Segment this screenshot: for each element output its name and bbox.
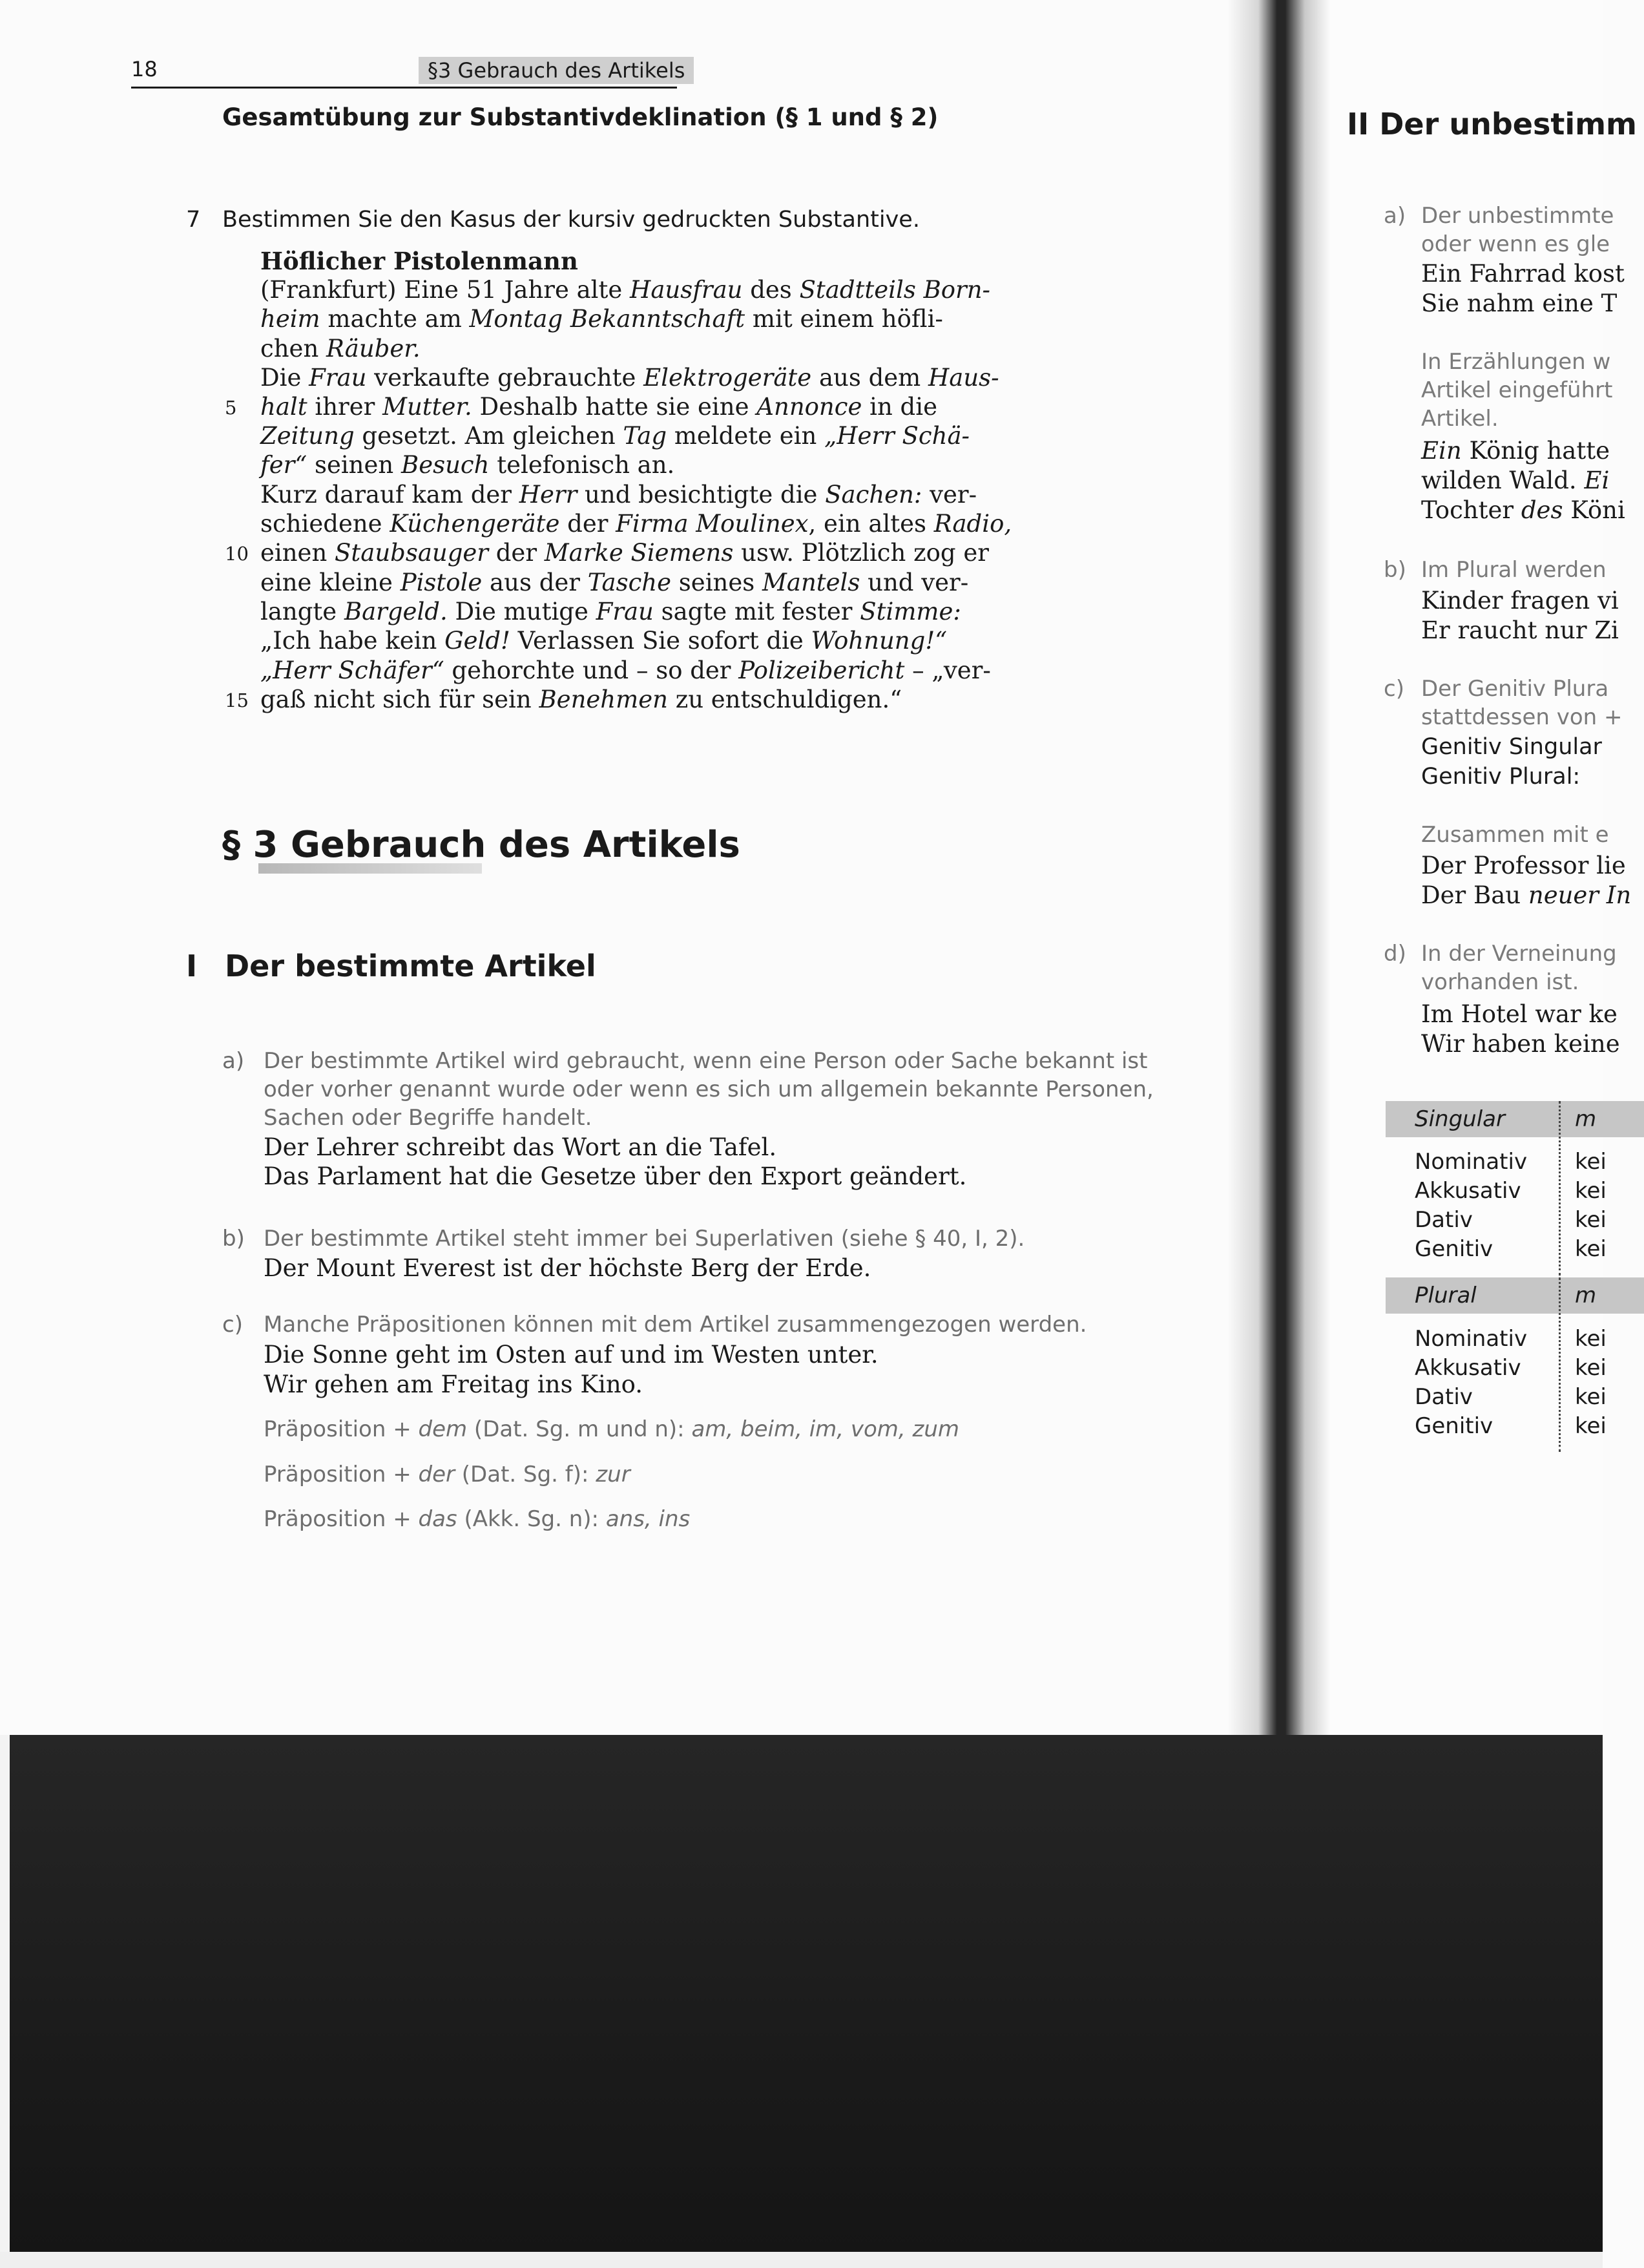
rule-text: Der Genitiv Plura bbox=[1421, 676, 1609, 702]
example-sentence: Wir gehen am Freitag ins Kino. bbox=[264, 1370, 643, 1398]
rule-text: Manche Präpositionen können mit dem Artikel zusammengezogen werden. bbox=[264, 1312, 1087, 1338]
story-line-7: fer“ seinen Besuch telefonisch an. bbox=[260, 451, 675, 479]
exercise-instruction: Bestimmen Sie den Kasus der kursiv gedruckten Substantive. bbox=[222, 207, 920, 233]
part-title: Der bestimmte Artikel bbox=[225, 949, 596, 983]
table-column-divider bbox=[1559, 1277, 1561, 1452]
running-title: §3 Gebrauch des Artikels bbox=[419, 57, 694, 84]
contraction-rule: Präposition + das (Akk. Sg. n): ans, ins bbox=[264, 1506, 691, 1532]
story-line-3: chen Räuber. bbox=[260, 335, 421, 362]
contraction-rule: Präposition + dem (Dat. Sg. m und n): am, beim, im, vom, zum bbox=[264, 1416, 960, 1442]
table-row-case: Nominativ bbox=[1415, 1326, 1528, 1352]
example-sentence: Kinder fragen vi bbox=[1421, 587, 1619, 614]
story-line-10: einen Staubsauger der Marke Siemens usw. Plötzlich zog er bbox=[260, 539, 989, 567]
example-sentence: Sie nahm eine T bbox=[1421, 289, 1618, 317]
table-row-form: kei bbox=[1575, 1236, 1607, 1262]
rule-text: In der Verneinung bbox=[1421, 941, 1617, 967]
table-column-divider bbox=[1559, 1101, 1561, 1276]
table-row-form: kei bbox=[1575, 1178, 1607, 1204]
rule-text: oder wenn es gle bbox=[1421, 231, 1610, 257]
rule-text: Zusammen mit e bbox=[1421, 822, 1609, 848]
rule-text: In Erzählungen w bbox=[1421, 349, 1611, 375]
exercise-heading: Gesamtübung zur Substantivdeklination (§ 1 und § 2) bbox=[222, 103, 939, 131]
scanner-bottom-strip bbox=[0, 2252, 1603, 2268]
rule-marker-d: d) bbox=[1384, 941, 1406, 967]
table-header-column: m bbox=[1575, 1106, 1597, 1132]
table-header-label: Singular bbox=[1415, 1106, 1505, 1132]
table-row-case: Genitiv bbox=[1415, 1413, 1493, 1439]
rule-marker-c: c) bbox=[1384, 676, 1404, 702]
rule-text: Artikel eingeführt bbox=[1421, 377, 1613, 403]
rule-marker-a: a) bbox=[1384, 203, 1406, 229]
line-number: 5 bbox=[225, 397, 237, 419]
example-sentence: Im Hotel war ke bbox=[1421, 1000, 1618, 1028]
table-row-case: Nominativ bbox=[1415, 1149, 1528, 1175]
rule-marker-b: b) bbox=[1384, 557, 1406, 583]
rule-marker-c: c) bbox=[222, 1312, 243, 1338]
story-line-14: „Herr Schäfer“ gehorchte und – so der Polizeibericht – „ver- bbox=[260, 656, 991, 684]
story-line-13: „Ich habe kein Geld! Verlassen Sie sofort die Wohnung!“ bbox=[260, 627, 948, 655]
story-line-12: langte Bargeld. Die mutige Frau sagte mit fester Stimme: bbox=[260, 598, 961, 625]
table-header-label: Plural bbox=[1415, 1283, 1477, 1308]
table-row-form: kei bbox=[1575, 1149, 1607, 1175]
table-row-form: kei bbox=[1575, 1326, 1607, 1352]
story-line-11: eine kleine Pistole aus der Tasche seines Mantels und ver- bbox=[260, 569, 969, 596]
table-row-case: Akkusativ bbox=[1415, 1178, 1521, 1204]
table-row-case: Dativ bbox=[1415, 1207, 1473, 1233]
exercise-number: 7 bbox=[186, 207, 201, 233]
example-sentence: Genitiv Singular bbox=[1421, 734, 1602, 760]
table-row-case: Akkusativ bbox=[1415, 1355, 1521, 1381]
table-row-form: kei bbox=[1575, 1207, 1607, 1233]
example-sentence: Ein Fahrrad kost bbox=[1421, 260, 1625, 288]
table-row-form: kei bbox=[1575, 1413, 1607, 1439]
line-number: 15 bbox=[225, 689, 249, 711]
table-row-case: Genitiv bbox=[1415, 1236, 1493, 1262]
story-line-9: schiedene Küchengeräte der Firma Moulinex, ein altes Radio, bbox=[260, 510, 1012, 538]
rule-text: oder vorher genannt wurde oder wenn es sich um allgemein bekannte Personen, bbox=[264, 1076, 1154, 1102]
example-sentence: Der Professor lie bbox=[1421, 852, 1626, 879]
table-header-column: m bbox=[1575, 1283, 1597, 1308]
example-sentence: wilden Wald. Ei bbox=[1421, 467, 1610, 494]
example-sentence: Der Bau neuer In bbox=[1421, 881, 1632, 909]
example-sentence: Ein König hatte bbox=[1421, 437, 1610, 465]
example-sentence: Der Lehrer schreibt das Wort an die Tafel. bbox=[264, 1133, 777, 1161]
story-title: Höflicher Pistolenmann bbox=[260, 247, 578, 275]
table-row-form: kei bbox=[1575, 1355, 1607, 1381]
page-number: 18 bbox=[131, 57, 158, 81]
story-line-1: (Frankfurt) Eine 51 Jahre alte Hausfrau des Stadtteils Born- bbox=[260, 276, 991, 304]
story-line-8: Kurz darauf kam der Herr und besichtigte die Sachen: ver- bbox=[260, 481, 977, 509]
rule-text: Der bestimmte Artikel wird gebraucht, wenn eine Person oder Sache bekannt ist bbox=[264, 1048, 1148, 1074]
rule-text: Artikel. bbox=[1421, 406, 1499, 432]
example-sentence: Das Parlament hat die Gesetze über den Export geändert. bbox=[264, 1162, 967, 1190]
story-line-4: Die Frau verkaufte gebrauchte Elektrogeräte aus dem Haus- bbox=[260, 364, 999, 392]
example-sentence: Er raucht nur Zi bbox=[1421, 616, 1619, 644]
rule-text: vorhanden ist. bbox=[1421, 969, 1579, 995]
table-row-form: kei bbox=[1575, 1384, 1607, 1410]
story-line-15: gaß nicht sich für sein Benehmen zu entschuldigen.“ bbox=[260, 686, 902, 713]
rule-text: Der bestimmte Artikel steht immer bei Superlativen (siehe § 40, I, 2). bbox=[264, 1226, 1025, 1252]
right-page-heading: II Der unbestimm bbox=[1347, 107, 1637, 142]
part-number: I bbox=[186, 949, 198, 983]
contraction-rule: Präposition + der (Dat. Sg. f): zur bbox=[264, 1462, 630, 1487]
example-sentence: Wir haben keine bbox=[1421, 1030, 1620, 1058]
rule-marker-b: b) bbox=[222, 1226, 245, 1252]
line-number: 10 bbox=[225, 543, 249, 565]
rule-text: stattdessen von + bbox=[1421, 704, 1623, 730]
table-row-case: Dativ bbox=[1415, 1384, 1473, 1410]
example-sentence: Genitiv Plural: bbox=[1421, 764, 1581, 790]
rule-marker-a: a) bbox=[222, 1048, 245, 1074]
rule-text: Im Plural werden bbox=[1421, 557, 1607, 583]
scanner-background bbox=[10, 1735, 1603, 2252]
story-line-6: Zeitung gesetzt. Am gleichen Tag meldete ein „Herr Schä- bbox=[260, 422, 970, 450]
scanner-edge bbox=[0, 1735, 10, 2268]
rule-text: Sachen oder Begriffe handelt. bbox=[264, 1105, 592, 1131]
example-sentence: Der Mount Everest ist der höchste Berg der Erde. bbox=[264, 1254, 871, 1282]
section-title: § 3 Gebrauch des Artikels bbox=[222, 824, 740, 866]
header-rule bbox=[131, 87, 677, 89]
story-line-5: halt ihrer Mutter. Deshalb hatte sie eine Annonce in die bbox=[260, 393, 937, 421]
story-line-2: heim machte am Montag Bekanntschaft mit einem höfli- bbox=[260, 305, 943, 333]
rule-text: Der unbestimmte bbox=[1421, 203, 1614, 229]
example-sentence: Die Sonne geht im Osten auf und im Westen unter. bbox=[264, 1341, 879, 1369]
example-sentence: Tochter des Köni bbox=[1421, 496, 1625, 524]
